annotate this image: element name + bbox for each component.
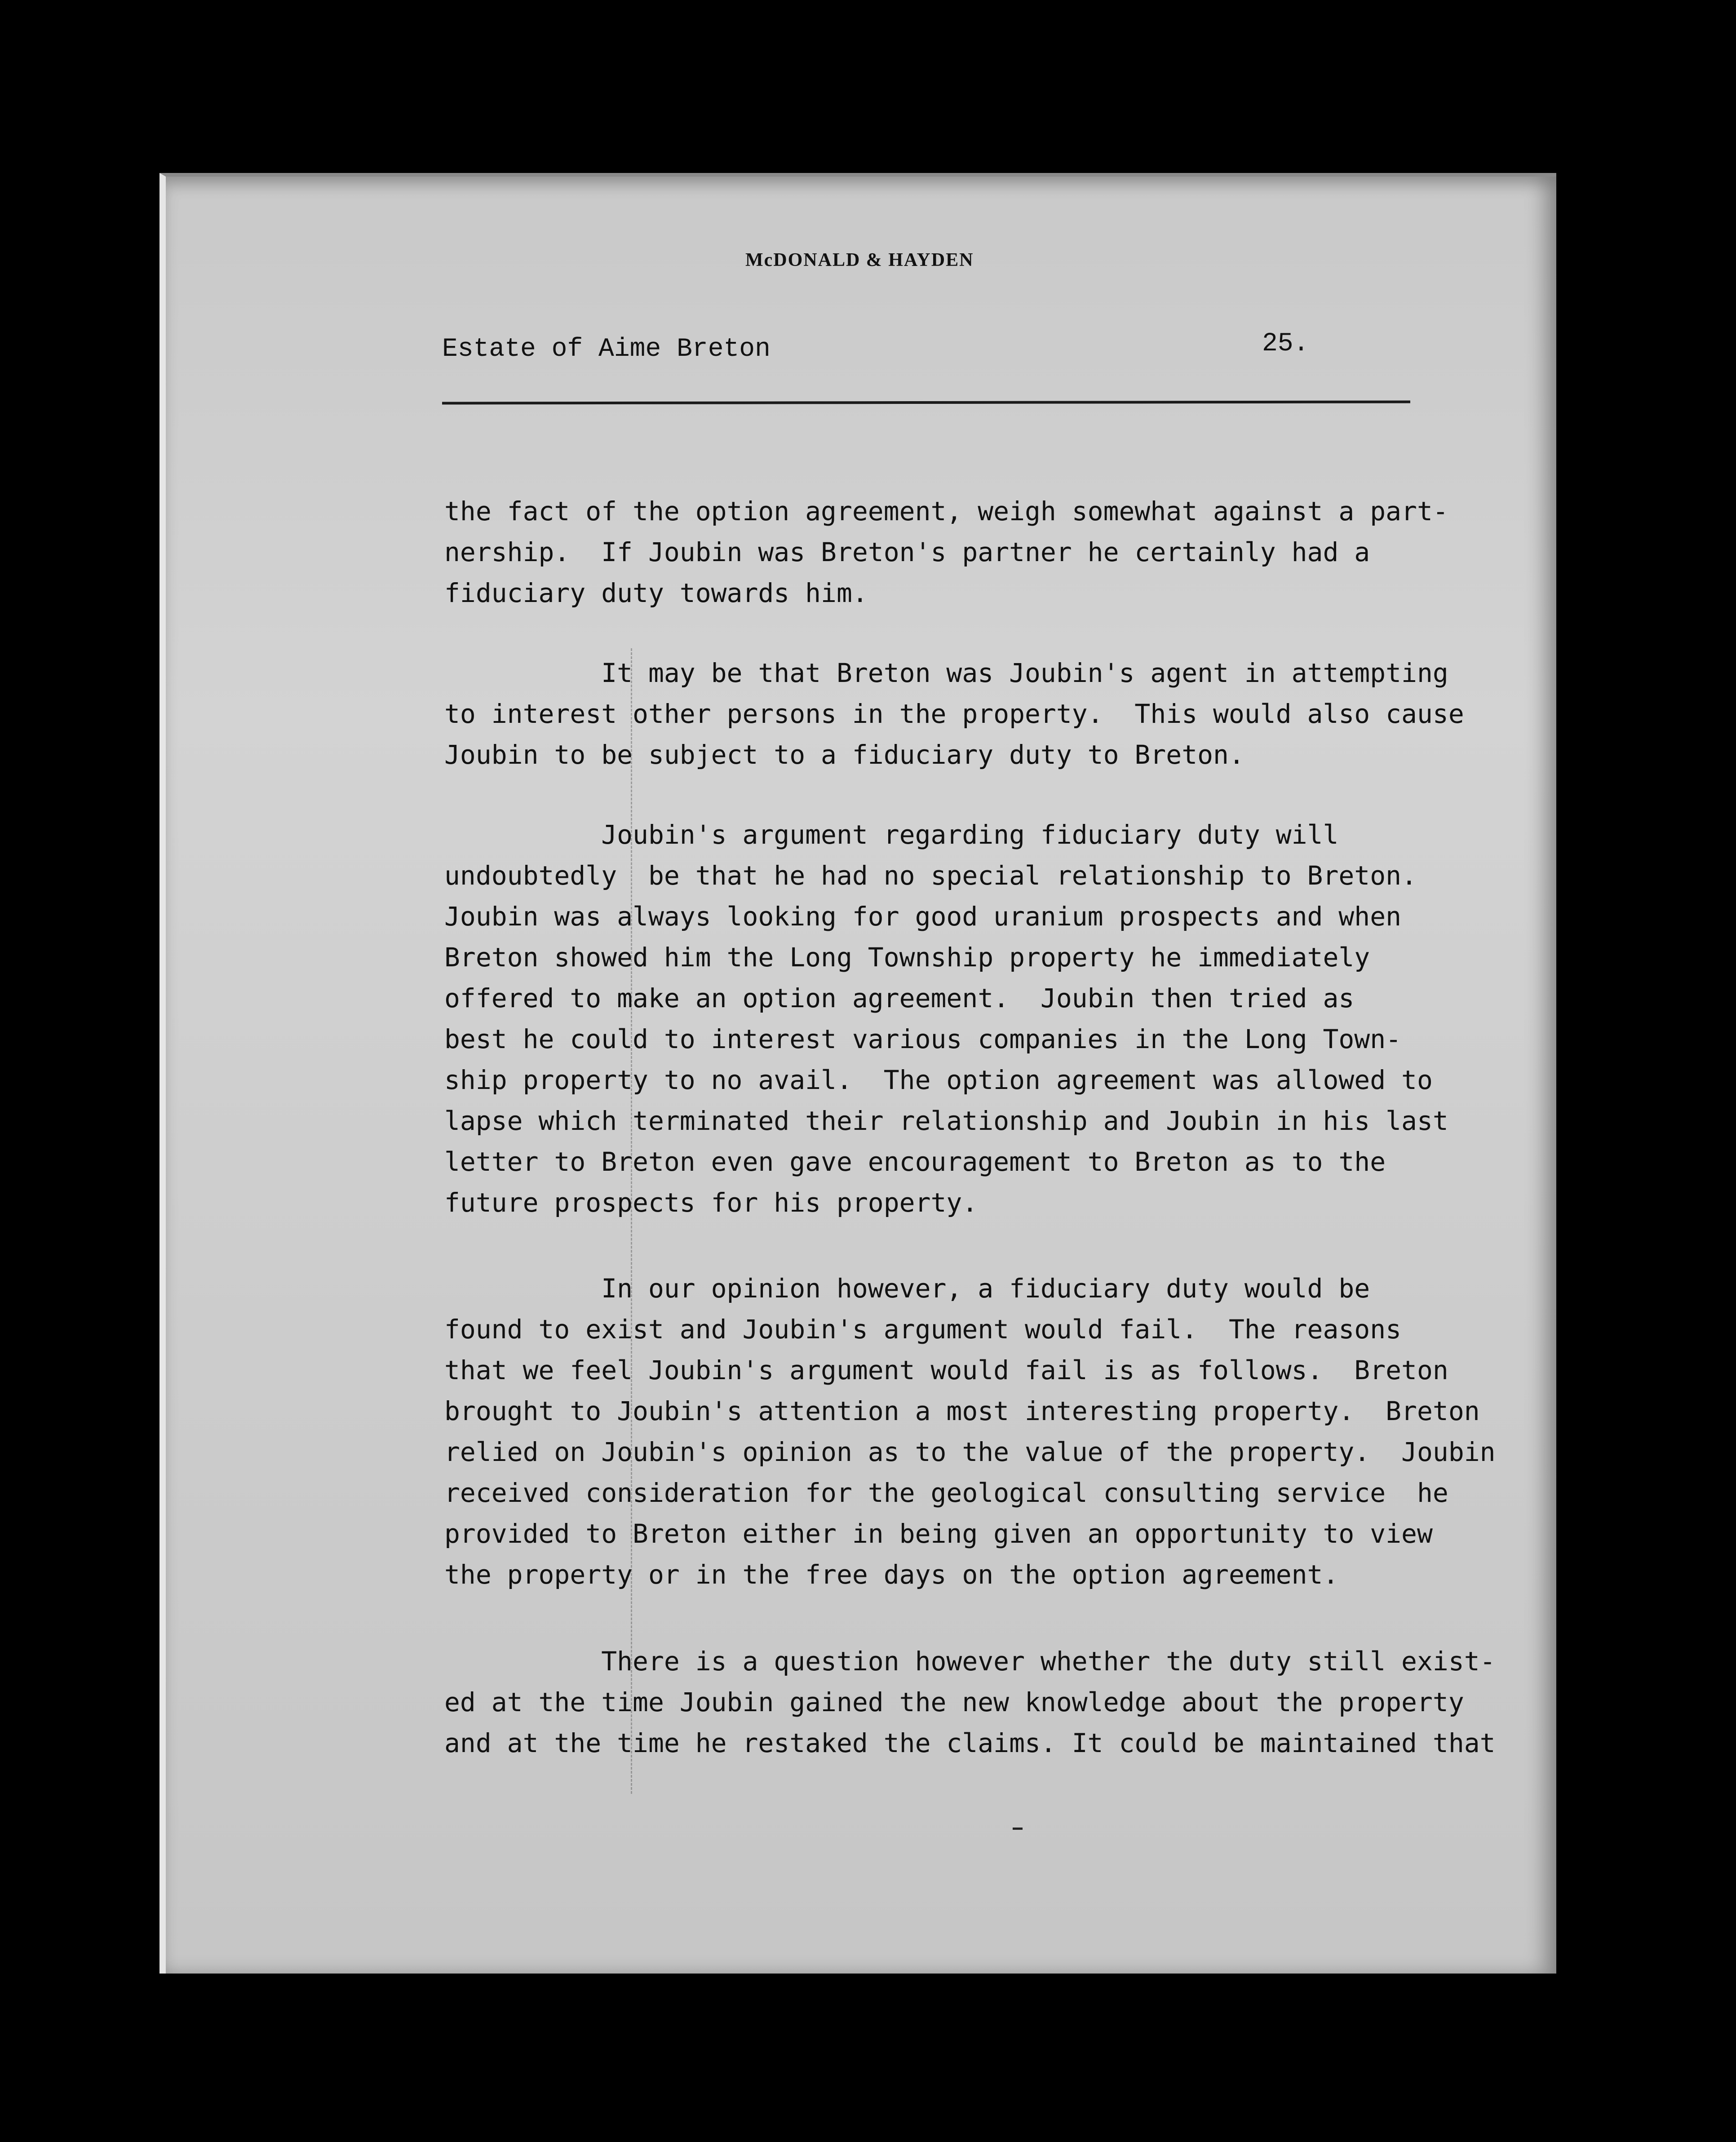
stray-mark	[1013, 1828, 1023, 1830]
paragraph-3: Joubin's argument regarding fiduciary duty will undoubtedly be that he had no special relationship to Breton. Joubin was always looking for good uranium prospects and when Breton showed him the Long Township property he immediately offered to make an option agreement. Joubin then tried as best he could to interest various companies in the Long Town- ship property to no avail. The option agreement was allowed to lapse which terminated their relationship and Joubin in his last letter to Breton even gave encouragement to Breton as to the future prospects for his property.	[444, 819, 1448, 1218]
paragraph-2: It may be that Breton was Joubin's agent in attempting to interest other persons in the property. This would also cause Joubin to be subject to a fiduciary duty to Breton.	[444, 658, 1464, 770]
paragraph-1: the fact of the option agreement, weigh somewhat against a part- nership. If Joubin was Breton's partner he certainly had a fiduciary duty towards him.	[444, 496, 1448, 608]
paragraph-4: In our opinion however, a fiduciary duty would be found to exist and Joubin's argument would fail. The reasons that we feel Joubin's argument would fail is as follows. Breton brought to Joubin's attention a most interesting property. Breton relied on Joubin's opinion as to the value of the property. Joubin received consideration for the geological consulting service he provided to Breton either in being given an opportunity to view the property or in the free days on the option agreement.	[444, 1273, 1496, 1590]
letterhead-firm-name: McDONALD & HAYDEN	[745, 250, 974, 270]
header-rule	[442, 400, 1410, 404]
paragraph-5: There is a question however whether the duty still exist- ed at the time Joubin gained the new knowledge about the property and at the time he restaked the claims. It could be maintained that	[444, 1646, 1496, 1758]
paper-crease-line	[631, 648, 632, 1794]
document-page	[159, 173, 1556, 1974]
page-number: 25.	[1262, 329, 1309, 358]
estate-title: Estate of Aime Breton	[442, 335, 771, 364]
